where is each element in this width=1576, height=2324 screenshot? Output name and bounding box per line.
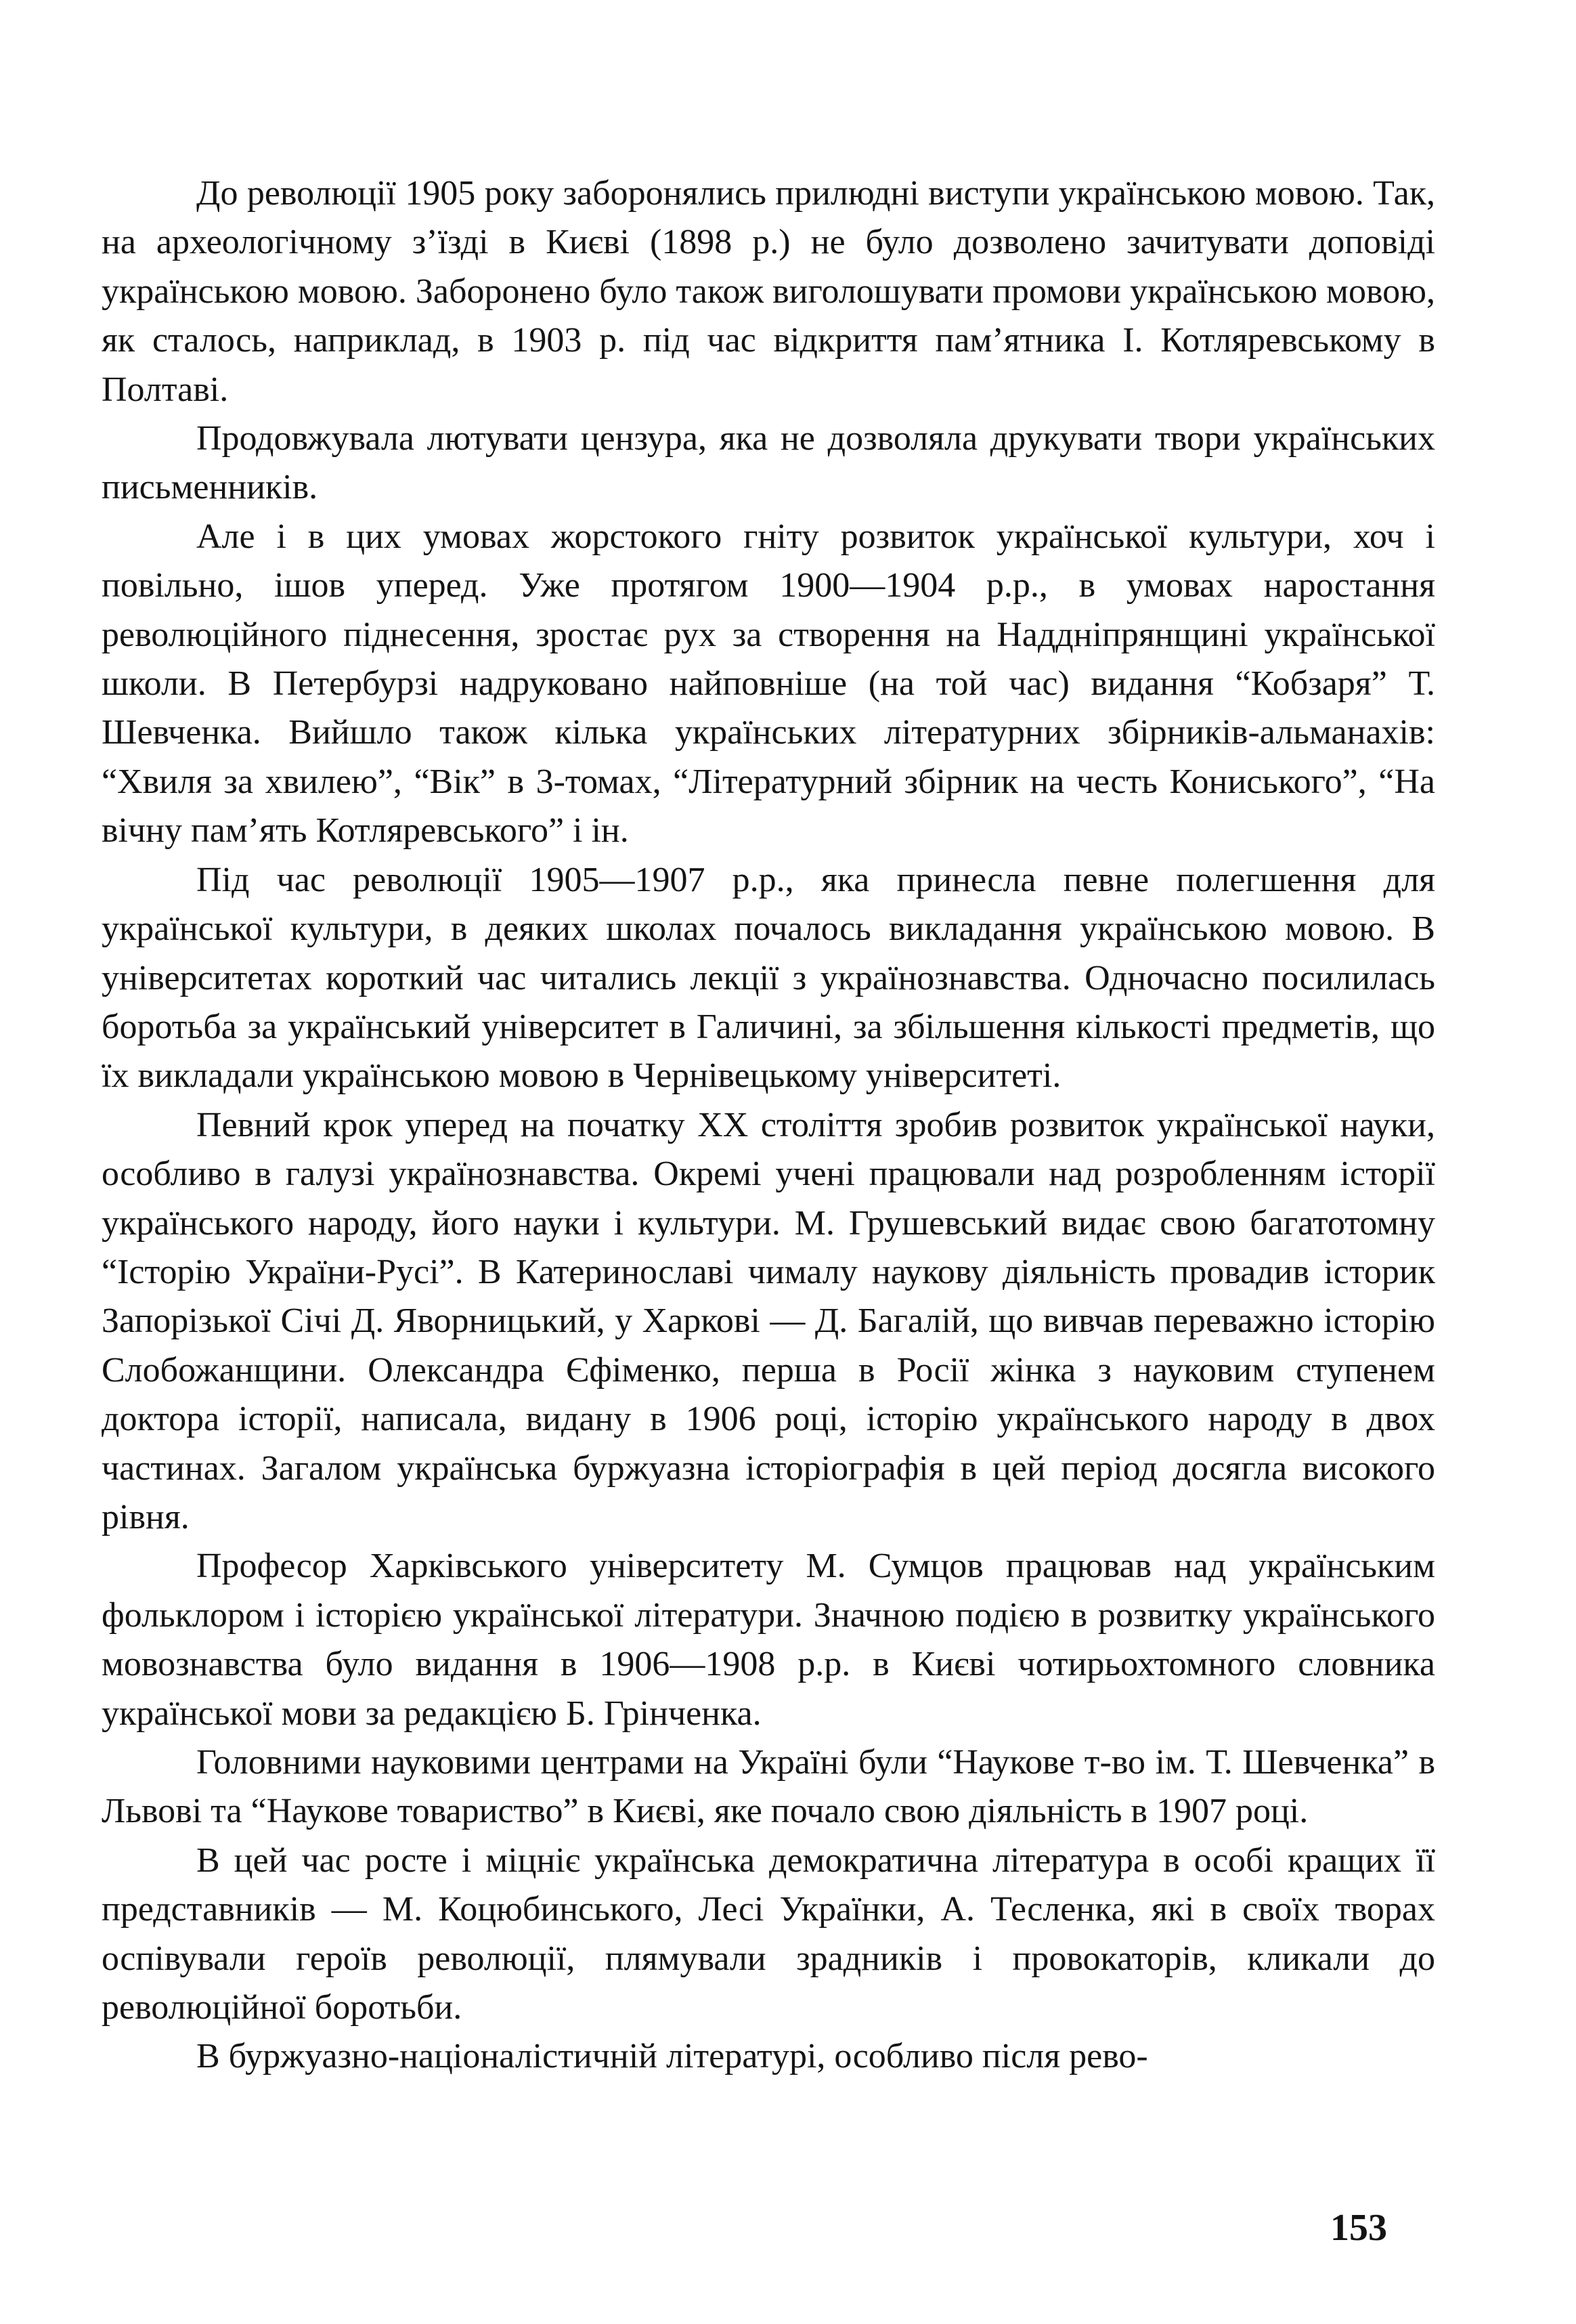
paragraph-1: До революції 1905 року заборонялись прилюдні виступи українською мовою. Так, на археологічному з’їзді в Києві (1898 р.) не було дозволено зачитувати доповіді українською мовою. Заборонено було також виголошувати промови українською мовою, як сталось, наприклад, в 1903 р. під час відкриття пам’ятника І. Котляревському в Полтаві. (102, 174, 1435, 409)
page-body (102, 169, 1435, 2082)
paragraph-7: Головними науковими центрами на Україні були “Наукове т-во ім. Т. Шевченка” в Львові та “Наукове товариство” в Києві, яке почало свою діяльність в 1907 році. (102, 1743, 1435, 1831)
paragraph-2: Продовжувала лютувати цензура, яка не дозволяла друкувати твори українських письменників. (102, 419, 1435, 507)
paragraph-8: В цей час росте і міцніє українська демократична література в особі кращих її представників — М. Коцюбинського, Лесі Українки, А. Тесленка, які в своїх творах оспівували героїв революції, плямували зрадників і провокаторів, кликали до революційної боротьби. (102, 1841, 1435, 2027)
page-number: 153 (1330, 2207, 1387, 2249)
paragraph-6: Професор Харківського університету М. Сумцов працював над українським фольклором і історією української літератури. Значною подією в розвитку українського мовознавства було видання в 1906—1908 р.р. в Києві чотирьохтомного словника української мови за редакцією Б. Грінченка. (102, 1547, 1435, 1733)
paragraph-3: Але і в цих умовах жорстокого гніту розвиток української культури, хоч і повільно, ішов уперед. Уже протягом 1900—1904 р.р., в умовах наростання революційного піднесення, зростає рух за створення на Наддніпрянщині української школи. В Петербурзі надруковано найповніше (на той час) видання “Кобзаря” Т. Шевченка. Вийшло також кілька українських літературних збірників-альманахів: “Хвиля за хвилею”, “Вік” в 3-томах, “Літературний збірник на честь Кониського”, “На вічну пам’ять Котляревського” і ін. (102, 517, 1435, 851)
paragraph-4: Під час революції 1905—1907 р.р., яка принесла певне полегшення для української культури, в деяких школах почалось викладання українською мовою. В університетах короткий час читались лекції з українознавства. Одночасно посилилась боротьба за український університет в Галичині, за збільшення кількості предметів, що їх викладали українською мовою в Чернівецькому університеті. (102, 860, 1435, 1096)
paragraph-5: Певний крок уперед на початку XX століття зробив розвиток української науки, особливо в галузі українознавства. Окремі учені працювали над розробленням історії українського народу, його науки і культури. М. Грушевський видає свою багатотомну “Історію України-Русі”. В Катеринославі чималу наукову діяльність провадив історик Запорізької Січі Д. Яворницький, у Харкові — Д. Багалій, що вивчав переважно історію Слобожанщини. Олександра Єфіменко, перша в Росії жінка з науковим ступенем доктора історії, написала, видану в 1906 році, історію українського народу в двох частинах. Загалом українська буржуазна історіографія в цей період досягла високого рівня. (102, 1105, 1435, 1536)
paragraph-9: В буржуазно-націоналістичній літературі, особливо після рево- (196, 2037, 1148, 2076)
